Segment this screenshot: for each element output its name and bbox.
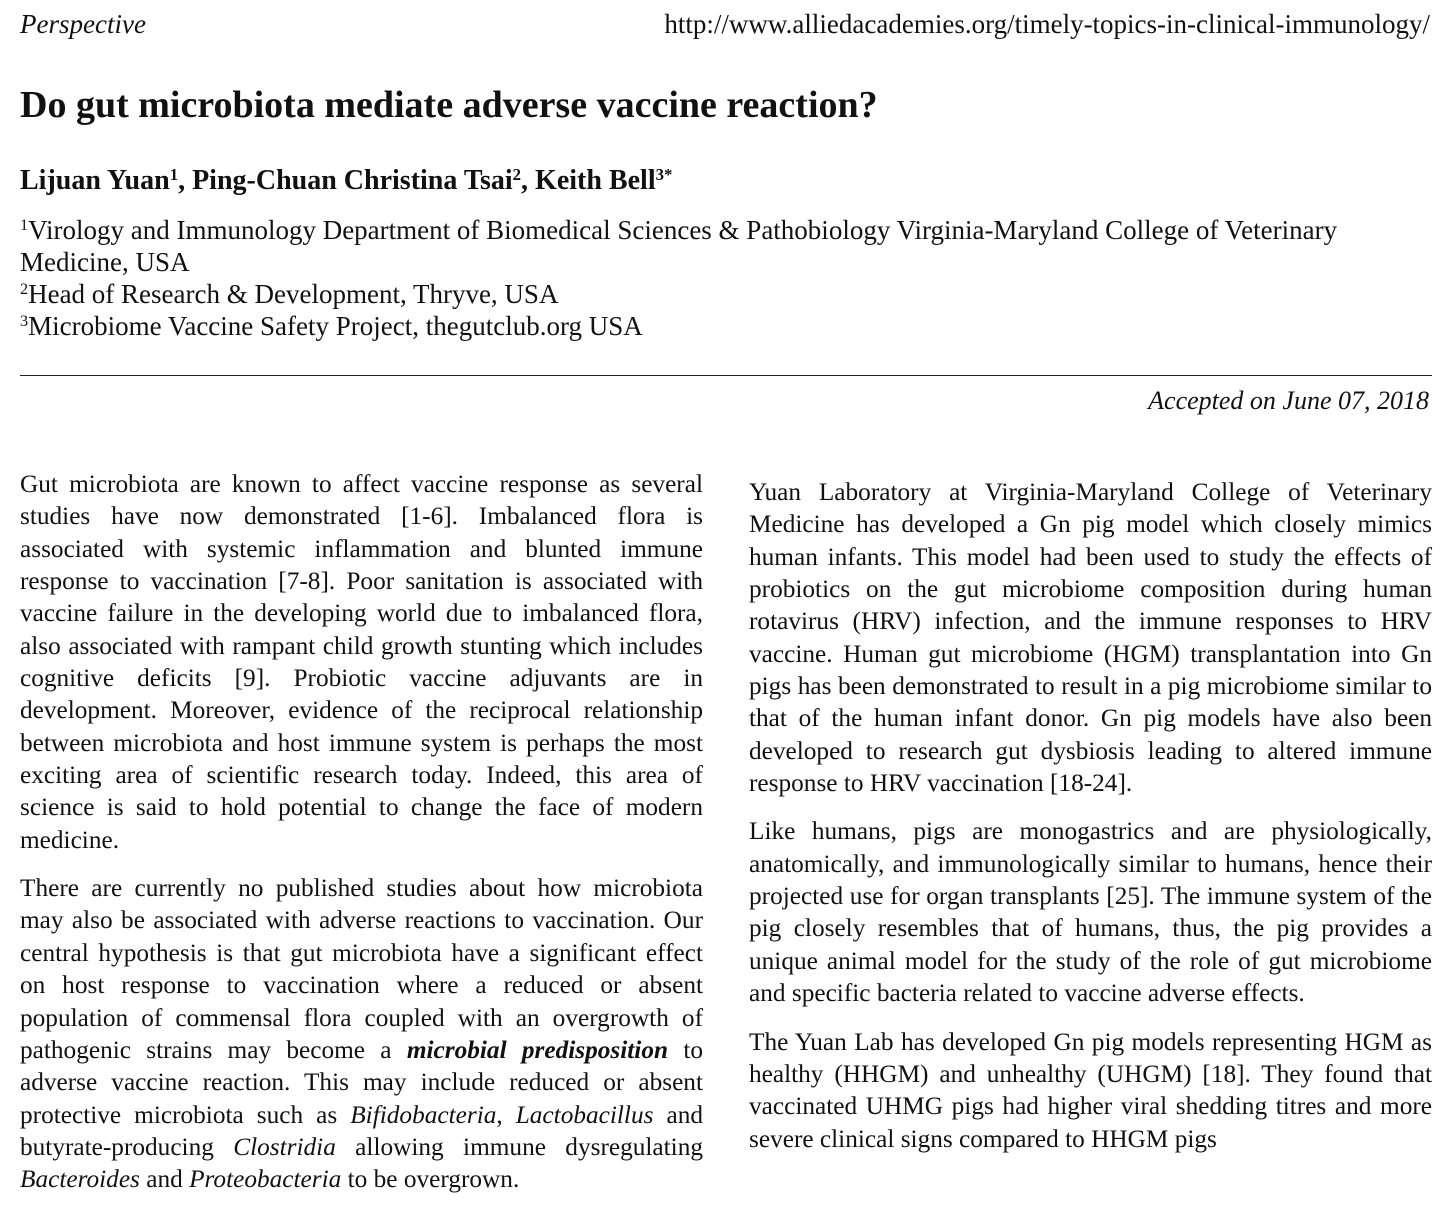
body-paragraph	[749, 1026, 1432, 1155]
affiliation	[20, 310, 1410, 342]
author-name: Keith Bell	[535, 165, 656, 196]
affiliation-list	[20, 214, 1410, 342]
paragraph-text: and butyrate-producing	[20, 1100, 703, 1161]
paragraph-text: There are currently no published studies about how microbiota may also be associated with adverse reactions to vaccination. Our central hypothesis is that gut microbiota have a significant effect on host response to vaccination where a reduced or absent population of commensal flora coupled with an overgrowth of pathogenic strains may become a	[20, 874, 703, 1064]
paragraph-text: The Yuan Lab has developed Gn pig models representing HGM as healthy (HHGM) and unhealthy (UHGM) [18]. They found that vaccinated UHMG pigs had higher viral shedding titres and more severe clinical signs compared to HHGM pigs	[749, 1027, 1432, 1153]
author-separator: ,	[178, 165, 193, 196]
header-divider	[20, 375, 1432, 376]
author-affiliation-marker: 1	[169, 164, 179, 184]
emphasized-text: Proteobacteria	[189, 1165, 342, 1194]
body-paragraph	[20, 468, 703, 856]
body-paragraph	[20, 872, 703, 1195]
paragraph-text: ,	[496, 1100, 516, 1129]
section-label: Perspective	[20, 9, 146, 39]
affiliation-text: Head of Research & Development, Thryve, USA	[28, 279, 559, 309]
author-name: Lijuan Yuan	[20, 165, 170, 196]
accepted-date: Accepted on June 07, 2018	[1148, 386, 1429, 415]
emphasized-text: microbial predisposition	[406, 1035, 669, 1064]
author-name: Ping-Chuan Christina Tsai	[192, 165, 513, 196]
body-column-right	[749, 476, 1432, 1171]
emphasized-text: Bifidobacteria	[350, 1100, 497, 1129]
paragraph-text: to adverse vaccine reaction. This may include reduced or absent protective microbiota such as	[20, 1035, 703, 1129]
author-separator: ,	[521, 165, 536, 196]
affiliation-number: 2	[20, 280, 29, 299]
article-title: Do gut microbiota mediate adverse vaccine reaction?	[20, 84, 878, 126]
affiliation-text: Microbiome Vaccine Safety Project, thegutclub.org USA	[28, 311, 643, 341]
affiliation	[20, 214, 1410, 278]
affiliation	[20, 278, 1410, 310]
paragraph-text: Like humans, pigs are monogastrics and are physiologically, anatomically, and immunologically similar to humans, hence their projected use for organ transplants [25]. The immune system of the pig closely resembles that of humans, thus, the pig provides a unique animal model for the study of the role of gut microbiome and specific bacteria related to vaccine adverse effects.	[749, 817, 1432, 1008]
author-list	[20, 162, 672, 200]
paragraph-text: and	[139, 1165, 190, 1194]
paragraph-text: to be overgrown.	[341, 1165, 520, 1194]
affiliation-text: Virology and Immunology Department of Biomedical Sciences & Pathobiology Virginia-Maryland College of Veterinary Medicine, USA	[20, 215, 1338, 277]
paragraph-text: Yuan Laboratory at Virginia-Maryland College of Veterinary Medicine has developed a Gn pig model which closely mimics human infants. This model had been used to study the effects of probiotics on the gut microbiome composition during human rotavirus (HRV) infection, and the immune responses to HRV vaccine. Human gut microbiome (HGM) transplantation into Gn pigs has been demonstrated to result in a pig microbiome similar to that of the human infant donor. Gn pig models have also been developed to research gut dysbiosis leading to altered immune response to HRV vaccination [18-24].	[749, 478, 1432, 798]
body-paragraph	[749, 476, 1432, 799]
author-affiliation-marker: 2	[512, 164, 522, 184]
body-column-left	[20, 468, 703, 1212]
author-affiliation-marker: 3*	[655, 164, 673, 184]
paragraph-text: Gut microbiota are known to affect vaccine response as several studies have now demonstrated [1-6]. Imbalanced flora is associated with systemic inflammation and blunted immune response to vaccination [7-8]. Poor sanitation is associated with vaccine failure in the developing world due to imbalanced flora, also associated with rampant child growth stunting which includes cognitive deficits [9]. Probiotic vaccine adjuvants are in development. Moreover, evidence of the reciprocal relationship between microbiota and host immune system is perhaps the most exciting area of scientific research today. Indeed, this area of science is said to hold potential to change the face of modern medicine.	[20, 470, 703, 854]
affiliation-number: 3	[20, 312, 29, 331]
body-paragraph	[749, 815, 1432, 1009]
emphasized-text: Clostridia	[233, 1132, 336, 1161]
running-header	[20, 6, 1430, 42]
journal-url-link[interactable]: http://www.alliedacademies.org/timely-topics-in-clinical-immunology/	[664, 9, 1430, 39]
emphasized-text: Bacteroides	[20, 1165, 140, 1194]
paragraph-text: allowing immune dysregulating	[335, 1132, 703, 1161]
emphasized-text: Lactobacillus	[515, 1100, 654, 1129]
affiliation-number: 1	[20, 216, 29, 235]
